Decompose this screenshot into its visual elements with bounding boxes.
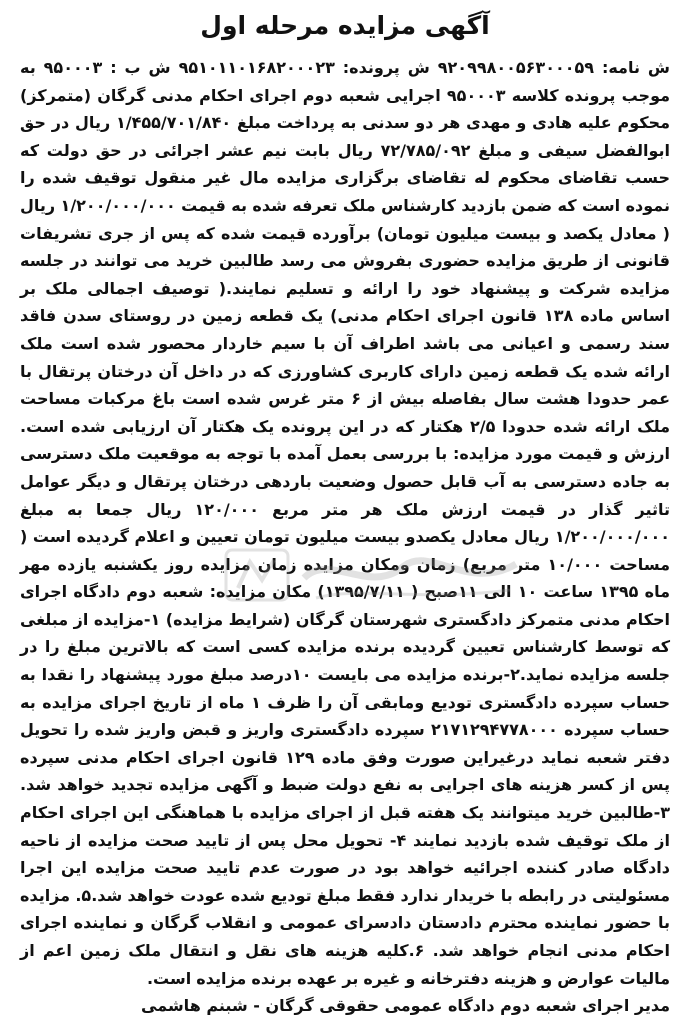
notice-body: ش نامه: ۹۲۰۹۹۸۰۰۵۶۳۰۰۰۵۹ ش پرونده: ۹۵۱۰۱۱۰۱۶۸۲۰۰۰۲۳ ش ب : ۹۵۰۰۰۳ به موجب پرونده کلاسه ۹۵۰۰۰۳ اجرایی شعبه دوم اجرای احکام مدنی گرگان (متمرکز) محکوم علیه هادی و مهدی هر دو سدنی به پرداخت مبلغ ۱/۴۵۵/۷۰۱/۸۴۰ ریال در حق ابوالفضل سیفی و مبلغ ۷۲/۷۸۵/۰۹۲ ریال بابت نیم عشر اجرائی در حق دولت که حسب تقاضای محکوم له تقاضای برگزاری مزایده مال غیر منقول توقیف شده را نموده است که ضمن بازدید کارشناس ملک تعرفه شده به قیمت ۱/۲۰۰/۰۰۰/۰۰۰ ریال ( معادل یکصد و بیست میلیون تومان) برآورده قیمت شده که پس از جری تشریفات قانونی از طریق مزایده حضوری بفروش می رسد طالبین خرید می توانند در جلسه مزایده شرکت و پیشنهاد خود را ارائه و تسلیم نمایند.( توصیف اجمالی ملک بر اساس ماده ۱۳۸ قانون اجرای احکام مدنی) یک قطعه زمین در روستای سدن فاقد سند رسمی و اعیانی می باشد اطراف آن با سیم خاردار محصور شده است ملک ارائه شده یک قطعه زمین دارای کاربری کشاورزی که در داخل آن درختان پرتقال با عمر حدودا هشت سال بفاصله بیش از ۶ متر غرس شده است باغ مرکبات مساحت ملک ارائه شده حدودا ۲/۵ هکتار که در این پرونده یک هکتار آن ارزیابی شده است. ارزش و قیمت مورد مزایده: با بررسی بعمل آمده با توجه به موقعیت ملک دسترسی به جاده دسترسی به آب قابل حصول وضعیت باردهی درختان پرتقال و دیگر عوامل تاثیر گذار در قیمت ارزش ملک هر متر مربع ۱۲۰/۰۰۰ ریال جمعا به مبلغ ۱/۲۰۰/۰۰۰/۰۰۰ ریال معادل یکصدو بیست میلیون تومان تعیین و اعلام گردیده است ( مساحت ۱۰/۰۰۰ متر مربع) زمان ومکان مزایده زمان مزایده روز یکشنبه یازده مهر ماه ۱۳۹۵ ساعت ۱۰ الی ۱۱صبح ( ۱۳۹۵/۷/۱۱) مکان مزایده: شعبه دوم دادگاه اجرای احکام مدنی متمرکز دادگستری شهرستان گرگان (شرایط مزایده) ۱-مزایده از مبلغی که توسط کارشناس تعیین گردیده برنده مزایده کسی است که بالاترین مبلغ را در جلسه مزایده نماید.۲-برنده مزایده می بایست ۱۰درصد مبلغ مورد پیشنهاد را نقدا به حساب سپرده دادگستری تودیع ومابقی آن را ظرف ۱ ماه از تاریخ اجرای مزایده به حساب سپرده ۲۱۷۱۲۹۴۷۷۸۰۰۰ سپرده دادگستری واریز و قبض واریز شده را تحویل دفتر شعبه نماید درغیراین صورت وفق ماده ۱۲۹ قانون اجرای احکام مدنی سپرده پس از کسر هزینه های اجرایی به نفع دولت ضبط و آگهی مزایده تجدید خواهد شد. ۳-طالبین خرید میتوانند یک هفته قبل از اجرای مزایده با هماهنگی این اجرای احکام از ملک توقیف شده بازدید نمایند ۴- تحویل محل پس از تایید صحت مزایده از ناحیه دادگاه صادر کننده اجرائیه خواهد بود در صورت عدم تایید صحت مزایده این اجرا مسئولیتی در رابطه با خریدار ندارد فقط مبلغ تودیع شده عودت خواهد شد.۵. مزایده با حضور نماینده محترم دادستان دادسرای عمومی و انقلاب گرگان و نماینده اجرای احکام مدنی انجام خواهد شد. ۶.کلیه هزینه های نقل و انتقال ملک زمین اعم از مالیات عوارض و هزینه دفترخانه و غیره بر عهده برنده مزایده است.	[20, 58, 671, 988]
notice-signature: مدیر اجرای شعبه دوم دادگاه عمومی حقوقی گرگان - شبنم هاشمی	[141, 996, 670, 1016]
notice-title: آگهی مزایده مرحله اول	[200, 11, 490, 40]
